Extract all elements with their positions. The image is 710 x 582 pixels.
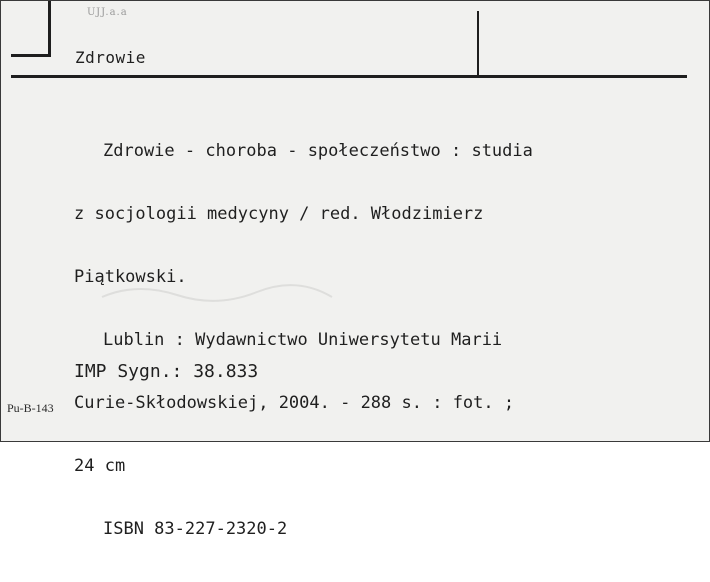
description-line-size: 24 cm	[74, 456, 126, 476]
faded-stamp: UJJ.a.a	[87, 7, 128, 18]
description-line-editor: Piątkowski.	[74, 267, 187, 287]
subject-heading: Zdrowie	[75, 48, 146, 67]
card-code: Pu-B-143	[7, 401, 54, 415]
description-line-subtitle: z socjologii medycyny / red. Włodzimierz	[74, 204, 484, 224]
description-line-publisher: Lublin : Wydawnictwo Uniwersytetu Marii	[103, 330, 503, 350]
description-line-publication: Curie-Skłodowskiej, 2004. - 288 s. : fot. ;	[74, 393, 515, 413]
column-divider	[477, 11, 479, 77]
corner-mark-horizontal	[11, 54, 51, 57]
corner-mark-vertical	[48, 1, 51, 57]
call-number: IMP Sygn.: 38.833	[74, 361, 259, 382]
description-line-isbn: ISBN 83-227-2320-2	[103, 519, 288, 539]
description-line-title: Zdrowie - choroba - społeczeństwo : studia	[103, 141, 533, 161]
header-rule	[11, 75, 687, 78]
bibliographic-description	[74, 99, 684, 582]
